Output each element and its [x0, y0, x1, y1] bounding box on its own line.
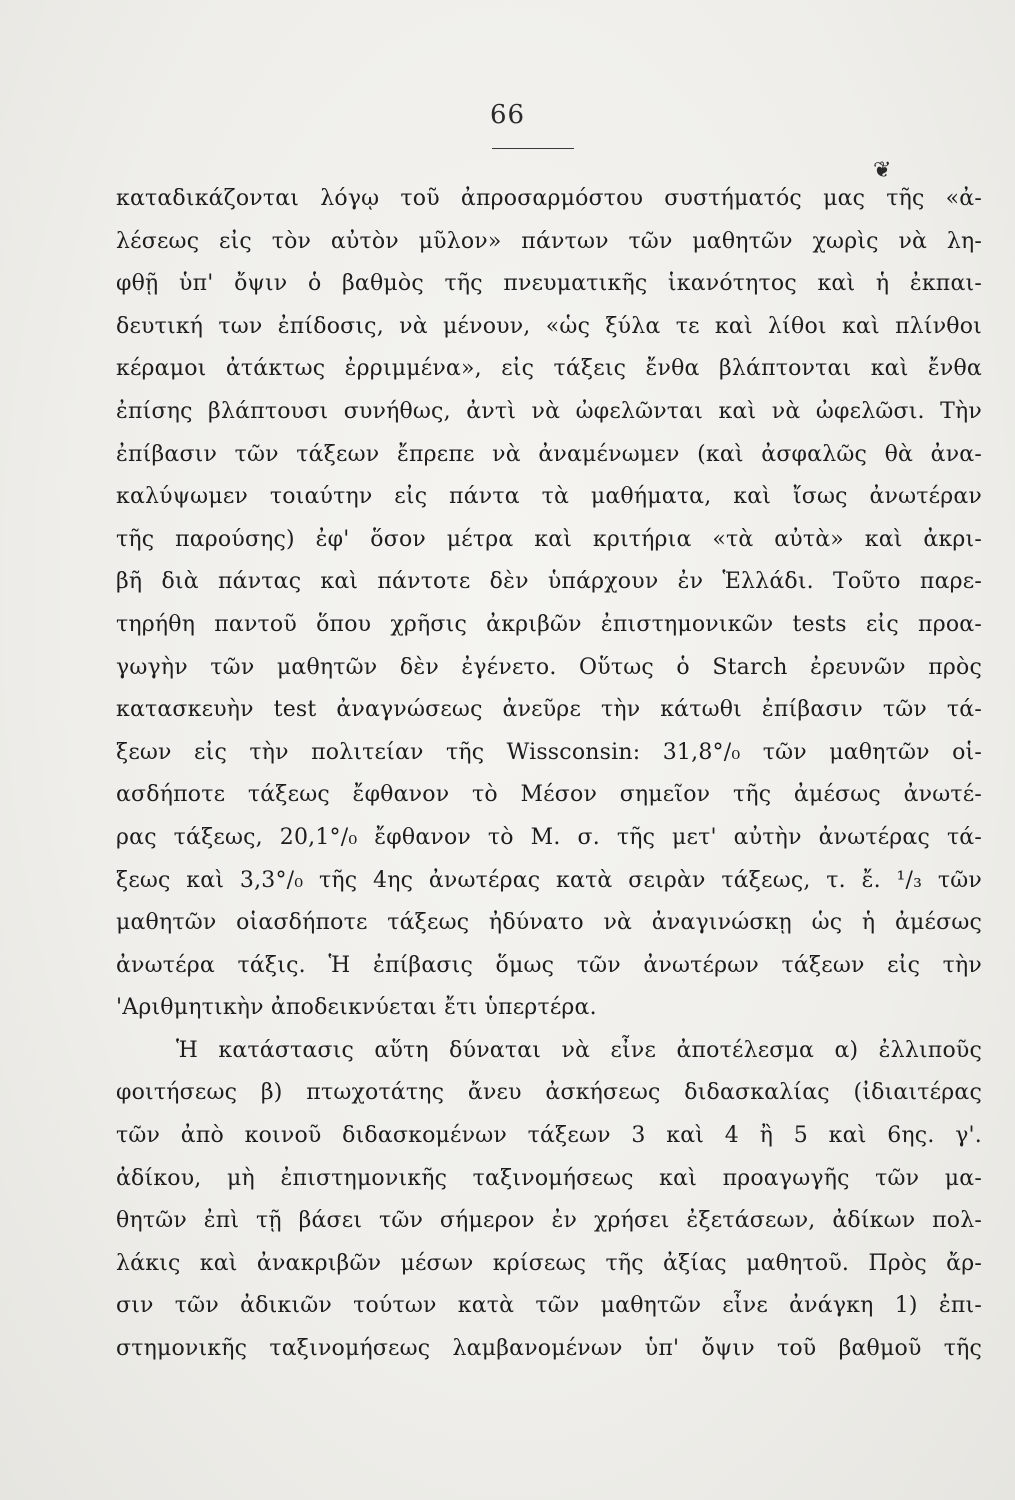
ornament-mark: ❦: [873, 158, 892, 183]
text-line: καταδικάζονται λόγῳ τοῦ ἀπροσαρμόστου συστήματός μας τῆς «ἀ-: [116, 186, 982, 211]
text-line: φθῇ ὑπ' ὄψιν ὁ βαθμὸς τῆς πνευματικῆς ἱκανότητος καὶ ἡ ἐκπαι-: [116, 271, 982, 297]
text-line: φοιτήσεως β) πτωχοτάτης ἄνευ ἀσκήσεως διδασκαλίας (ἰδιαιτέρας: [116, 1080, 982, 1106]
text-line: μαθητῶν οἱασδήποτε τάξεως ἠδύνατο νὰ ἀναγινώσκῃ ὡς ἡ ἀμέσως: [116, 910, 982, 936]
text-line: ρας τάξεως, 20,1°/₀ ἔφθανον τὸ Μ. σ. τῆς μετ' αὐτὴν ἀνωτέρας τά-: [116, 824, 982, 850]
text-line: κατασκευὴν test ἀναγνώσεως ἀνεῦρε τὴν κάτωθι ἐπίβασιν τῶν τά-: [116, 697, 982, 723]
text-line: ἀνωτέρα τάξις. Ἡ ἐπίβασις ὅμως τῶν ἀνωτέρων τάξεων εἰς τὴν: [116, 952, 982, 978]
text-line: Ἡ κατάστασις αὕτη δύναται νὰ εἶνε ἀποτέλεσμα α) ἐλλιποῦς: [176, 1037, 982, 1063]
text-line: ἀδίκου, μὴ ἐπιστημονικῆς ταξινομήσεως καὶ προαγωγῆς τῶν μα-: [116, 1165, 982, 1191]
text-line: ξεων εἰς τὴν πολιτείαν τῆς Wissconsin: 31,8°/₀ τῶν μαθητῶν οἱ-: [116, 739, 982, 765]
text-line: λέσεως εἰς τὸν αὐτὸν μῦλον» πάντων τῶν μαθητῶν χωρὶς νὰ λη-: [116, 228, 982, 254]
text-line: ἐπίσης βλάπτουσι συνήθως, ἀντὶ νὰ ὠφελῶνται καὶ νὰ ὠφελῶσι. Τὴν: [116, 398, 982, 424]
body-text: [116, 178, 982, 1371]
text-line: τῆς παρούσης) ἐφ' ὅσον μέτρα καὶ κριτήρια «τὰ αὐτὰ» καὶ ἀκρι-: [116, 526, 982, 552]
text-line: ἐπίβασιν τῶν τάξεων ἔπρεπε νὰ ἀναμένωμεν (καὶ ἀσφαλῶς θὰ ἀνα-: [116, 441, 982, 467]
page-number-rule: [492, 148, 574, 149]
text-line: στημονικῆς ταξινομήσεως λαμβανομένων ὑπ' ὄψιν τοῦ βαθμοῦ τῆς: [116, 1336, 982, 1362]
text-line: καλύψωμεν τοιαύτην εἰς πάντα τὰ μαθήματα, καὶ ἴσως ἀνωτέραν: [116, 484, 982, 510]
text-line: βῆ διὰ πάντας καὶ πάντοτε δὲν ὑπάρχουν ἐν Ἑλλάδι. Τοῦτο παρε-: [116, 569, 982, 595]
text-line: δευτική των ἐπίδοσις, νὰ μένουν, «ὡς ξύλα τε καὶ λίθοι καὶ πλίνθοι: [116, 313, 982, 339]
text-line: σιν τῶν ἀδικιῶν τούτων κατὰ τῶν μαθητῶν εἶνε ἀνάγκη 1) ἐπι-: [116, 1293, 982, 1319]
text-line: 'Αριθμητικὴν ἀποδεικνύεται ἔτι ὑπερτέρα.: [116, 995, 597, 1021]
text-line: θητῶν ἐπὶ τῇ βάσει τῶν σήμερον ἐν χρήσει ἐξετάσεων, ἀδίκων πολ-: [116, 1208, 982, 1234]
text-line: τηρήθη παντοῦ ὅπου χρῆσις ἀκριβῶν ἐπιστημονικῶν tests εἰς προα-: [116, 611, 982, 637]
text-line: τῶν ἀπὸ κοινοῦ διδασκομένων τάξεων 3 καὶ 4 ἢ 5 καὶ 6ης. γ'.: [116, 1123, 982, 1149]
text-line: ξεως καὶ 3,3°/₀ τῆς 4ης ἀνωτέρας κατὰ σειρὰν τάξεως, τ. ἔ. ¹/₃ τῶν: [116, 867, 982, 893]
text-line: κέραμοι ἀτάκτως ἐρριμμένα», εἰς τάξεις ἔνθα βλάπτονται καὶ ἔνθα: [116, 356, 982, 382]
text-line: ασδήποτε τάξεως ἔφθανον τὸ Μέσον σημεῖον τῆς ἀμέσως ἀνωτέ-: [116, 782, 982, 808]
text-line: λάκις καὶ ἀνακριβῶν μέσων κρίσεως τῆς ἀξίας μαθητοῦ. Πρὸς ἄρ-: [116, 1250, 982, 1276]
text-line: γωγὴν τῶν μαθητῶν δὲν ἐγένετο. Οὕτως ὁ Starch ἐρευνῶν πρὸς: [116, 654, 982, 680]
page-number: 66: [489, 100, 526, 130]
